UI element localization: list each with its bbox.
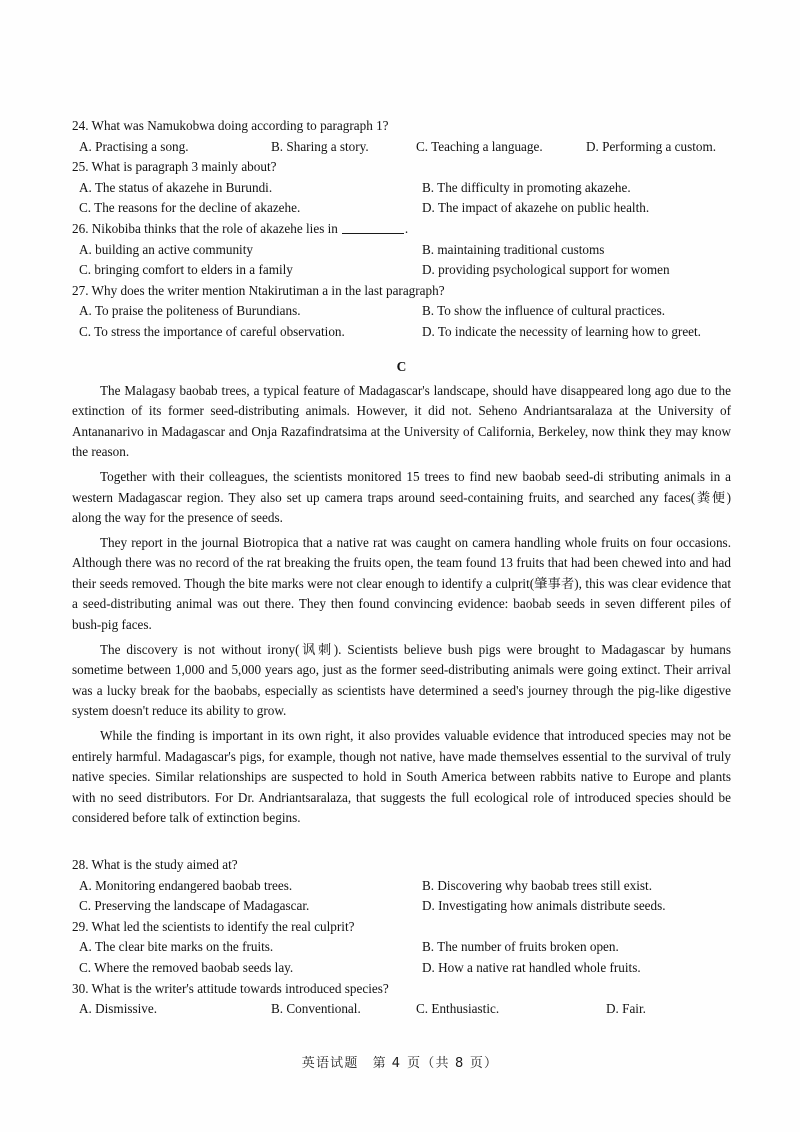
footer-page-number: 4: [391, 1056, 403, 1071]
question-26-option-c[interactable]: C. bringing comfort to elders in a family: [79, 262, 293, 278]
question-25-options-row-2: [72, 198, 731, 219]
section-c-letter: C: [396, 358, 407, 374]
page-footer: [0, 1052, 800, 1071]
question-30-option-b[interactable]: B. Conventional.: [271, 1001, 361, 1017]
passage-paragraph-4: The discovery is not without irony(讽刺). Scientists believe bush pigs were brought to Madagascar by humans sometime between 1,000 and 5,000 years ago, just as the former seed-distributing animals were going extinct. Their arrival was a lucky break for the baobabs, especially as scientists have determined a seed's journey through the pig-like digestive system doesn't reduce its ability to grow.: [72, 641, 731, 719]
question-30: [72, 979, 731, 1020]
passage-paragraph-2: Together with their colleagues, the scientists monitored 15 trees to find new baobab seed-di stributing animals in a western Madagascar region. They also set up camera traps around seed-containing fruits, and searched any faces(粪便) along the way for the presence of seeds.: [72, 468, 731, 526]
question-29-option-b[interactable]: B. The number of fruits broken open.: [422, 939, 619, 955]
question-30-stem: 30. What is the writer's attitude towards introduced species?: [72, 980, 389, 996]
footer-page-prefix: 第: [372, 1056, 387, 1071]
question-25-option-c[interactable]: C. The reasons for the decline of akazehe.: [79, 200, 301, 216]
question-30-option-d[interactable]: D. Fair.: [606, 1001, 646, 1017]
question-28-options-row-1: [72, 876, 731, 897]
question-24-option-d[interactable]: D. Performing a custom.: [586, 138, 717, 154]
question-27-options-row-1: [72, 301, 731, 322]
spacer-before-section-c: [72, 343, 731, 357]
spacer-before-questions-c: [72, 829, 731, 855]
question-26-answer-blank[interactable]: [342, 221, 404, 234]
question-27: [72, 281, 731, 343]
question-28: [72, 855, 731, 917]
question-27-option-d[interactable]: D. To indicate the necessity of learning how to greet.: [422, 323, 701, 339]
question-26-option-d[interactable]: D. providing psychological support for women: [422, 262, 670, 278]
question-26-options-row-2: [72, 260, 731, 281]
passage-paragraph-1: The Malagasy baobab trees, a typical feature of Madagascar's landscape, should have disappeared long ago due to the extinction of its former seed-distributing animals. However, it did not. Seheno Andriantsaralaza at the University of Antananarivo in Madagascar and Onja Razafindratsima at the University of California, Berkeley, now think they may know the reason.: [72, 382, 731, 460]
question-30-options: [72, 999, 731, 1020]
question-28-option-c[interactable]: C. Preserving the landscape of Madagascar.: [79, 898, 310, 914]
question-29-option-d[interactable]: D. How a native rat handled whole fruits.: [422, 959, 641, 975]
question-24-option-c[interactable]: C. Teaching a language.: [416, 138, 543, 154]
question-25-option-a[interactable]: A. The status of akazehe in Burundi.: [79, 179, 273, 195]
question-24-option-a[interactable]: A. Practising a song.: [79, 138, 189, 154]
question-28-options-row-2: [72, 896, 731, 917]
question-24-stem: 24. What was Namukobwa doing according to paragraph 1?: [72, 118, 389, 133]
question-29-stem: 29. What led the scientists to identify the real culprit?: [72, 918, 355, 934]
question-28-stem: 28. What is the study aimed at?: [72, 857, 238, 872]
question-25-options-row-1: [72, 178, 731, 199]
question-27-option-b[interactable]: B. To show the influence of cultural practices.: [422, 303, 666, 319]
question-24-option-b[interactable]: B. Sharing a story.: [271, 138, 369, 154]
question-26-stem-period: .: [404, 220, 409, 236]
question-24-options: [72, 137, 731, 158]
question-28-option-d[interactable]: D. Investigating how animals distribute seeds.: [422, 898, 666, 914]
question-29-option-c[interactable]: C. Where the removed baobab seeds lay.: [79, 959, 294, 975]
question-27-option-a[interactable]: A. To praise the politeness of Burundians.: [79, 303, 301, 319]
question-28-option-b[interactable]: B. Discovering why baobab trees still exist.: [422, 877, 653, 893]
question-27-options-row-2: [72, 322, 731, 343]
footer-total: （共 8 页）: [421, 1056, 499, 1071]
passage-paragraph-5: While the finding is important in its own right, it also provides valuable evidence that introduced species may not be entirely harmful. Madagascar's pigs, for example, though not native, have made themselves essential to the survival of truly native species. Similar relationships are suspected to hold in South America between rabbits native to Europe and plants with no seed distributors. For Dr. Andriantsaralaza, that suggests the full ecological role of introduced species should be considered before talk of extinction begins.: [72, 728, 731, 826]
question-25: [72, 157, 731, 219]
question-25-option-b[interactable]: B. The difficulty in promoting akazehe.: [422, 179, 631, 195]
question-29: [72, 917, 731, 979]
question-25-option-d[interactable]: D. The impact of akazehe on public health.: [422, 200, 650, 216]
question-27-option-c[interactable]: C. To stress the importance of careful observation.: [79, 323, 345, 339]
question-30-option-c[interactable]: C. Enthusiastic.: [416, 1001, 500, 1017]
question-26: [72, 219, 731, 281]
question-30-option-a[interactable]: A. Dismissive.: [79, 1001, 158, 1017]
question-26-options-row-1: [72, 240, 731, 261]
question-26-stem-text: 26. Nikobiba thinks that the role of akazehe lies in: [72, 220, 338, 236]
footer-page-unit: 页: [407, 1056, 422, 1071]
passage-paragraph-3: They report in the journal Biotropica that a native rat was caught on camera handling whole fruits on four occasions. Although there was no record of the rat breaking the fruits open, the team found 13 fruits that had been chewed into and had their seeds removed. Though the bite marks were not clear enough to identify a culprit(肇事者), this was clear evidence that a seed-distributing animal was out there. They then found convincing evidence: baobab seeds in seven different piles of bush-pig faces.: [72, 534, 731, 633]
question-25-stem: 25. What is paragraph 3 mainly about?: [72, 159, 277, 175]
question-27-stem: 27. Why does the writer mention Ntakirutiman a in the last paragraph?: [72, 282, 445, 298]
question-29-options-row-2: [72, 958, 731, 979]
question-29-options-row-1: [72, 937, 731, 958]
question-29-option-a[interactable]: A. The clear bite marks on the fruits.: [79, 939, 274, 955]
question-26-option-b[interactable]: B. maintaining traditional customs: [422, 241, 605, 257]
question-26-option-a[interactable]: A. building an active community: [79, 241, 253, 257]
question-26-stem: [72, 219, 731, 240]
page-content: [72, 116, 731, 1020]
footer-subject: 英语试题: [301, 1056, 359, 1071]
question-24: [72, 116, 731, 157]
question-28-option-a[interactable]: A. Monitoring endangered baobab trees.: [79, 877, 293, 893]
